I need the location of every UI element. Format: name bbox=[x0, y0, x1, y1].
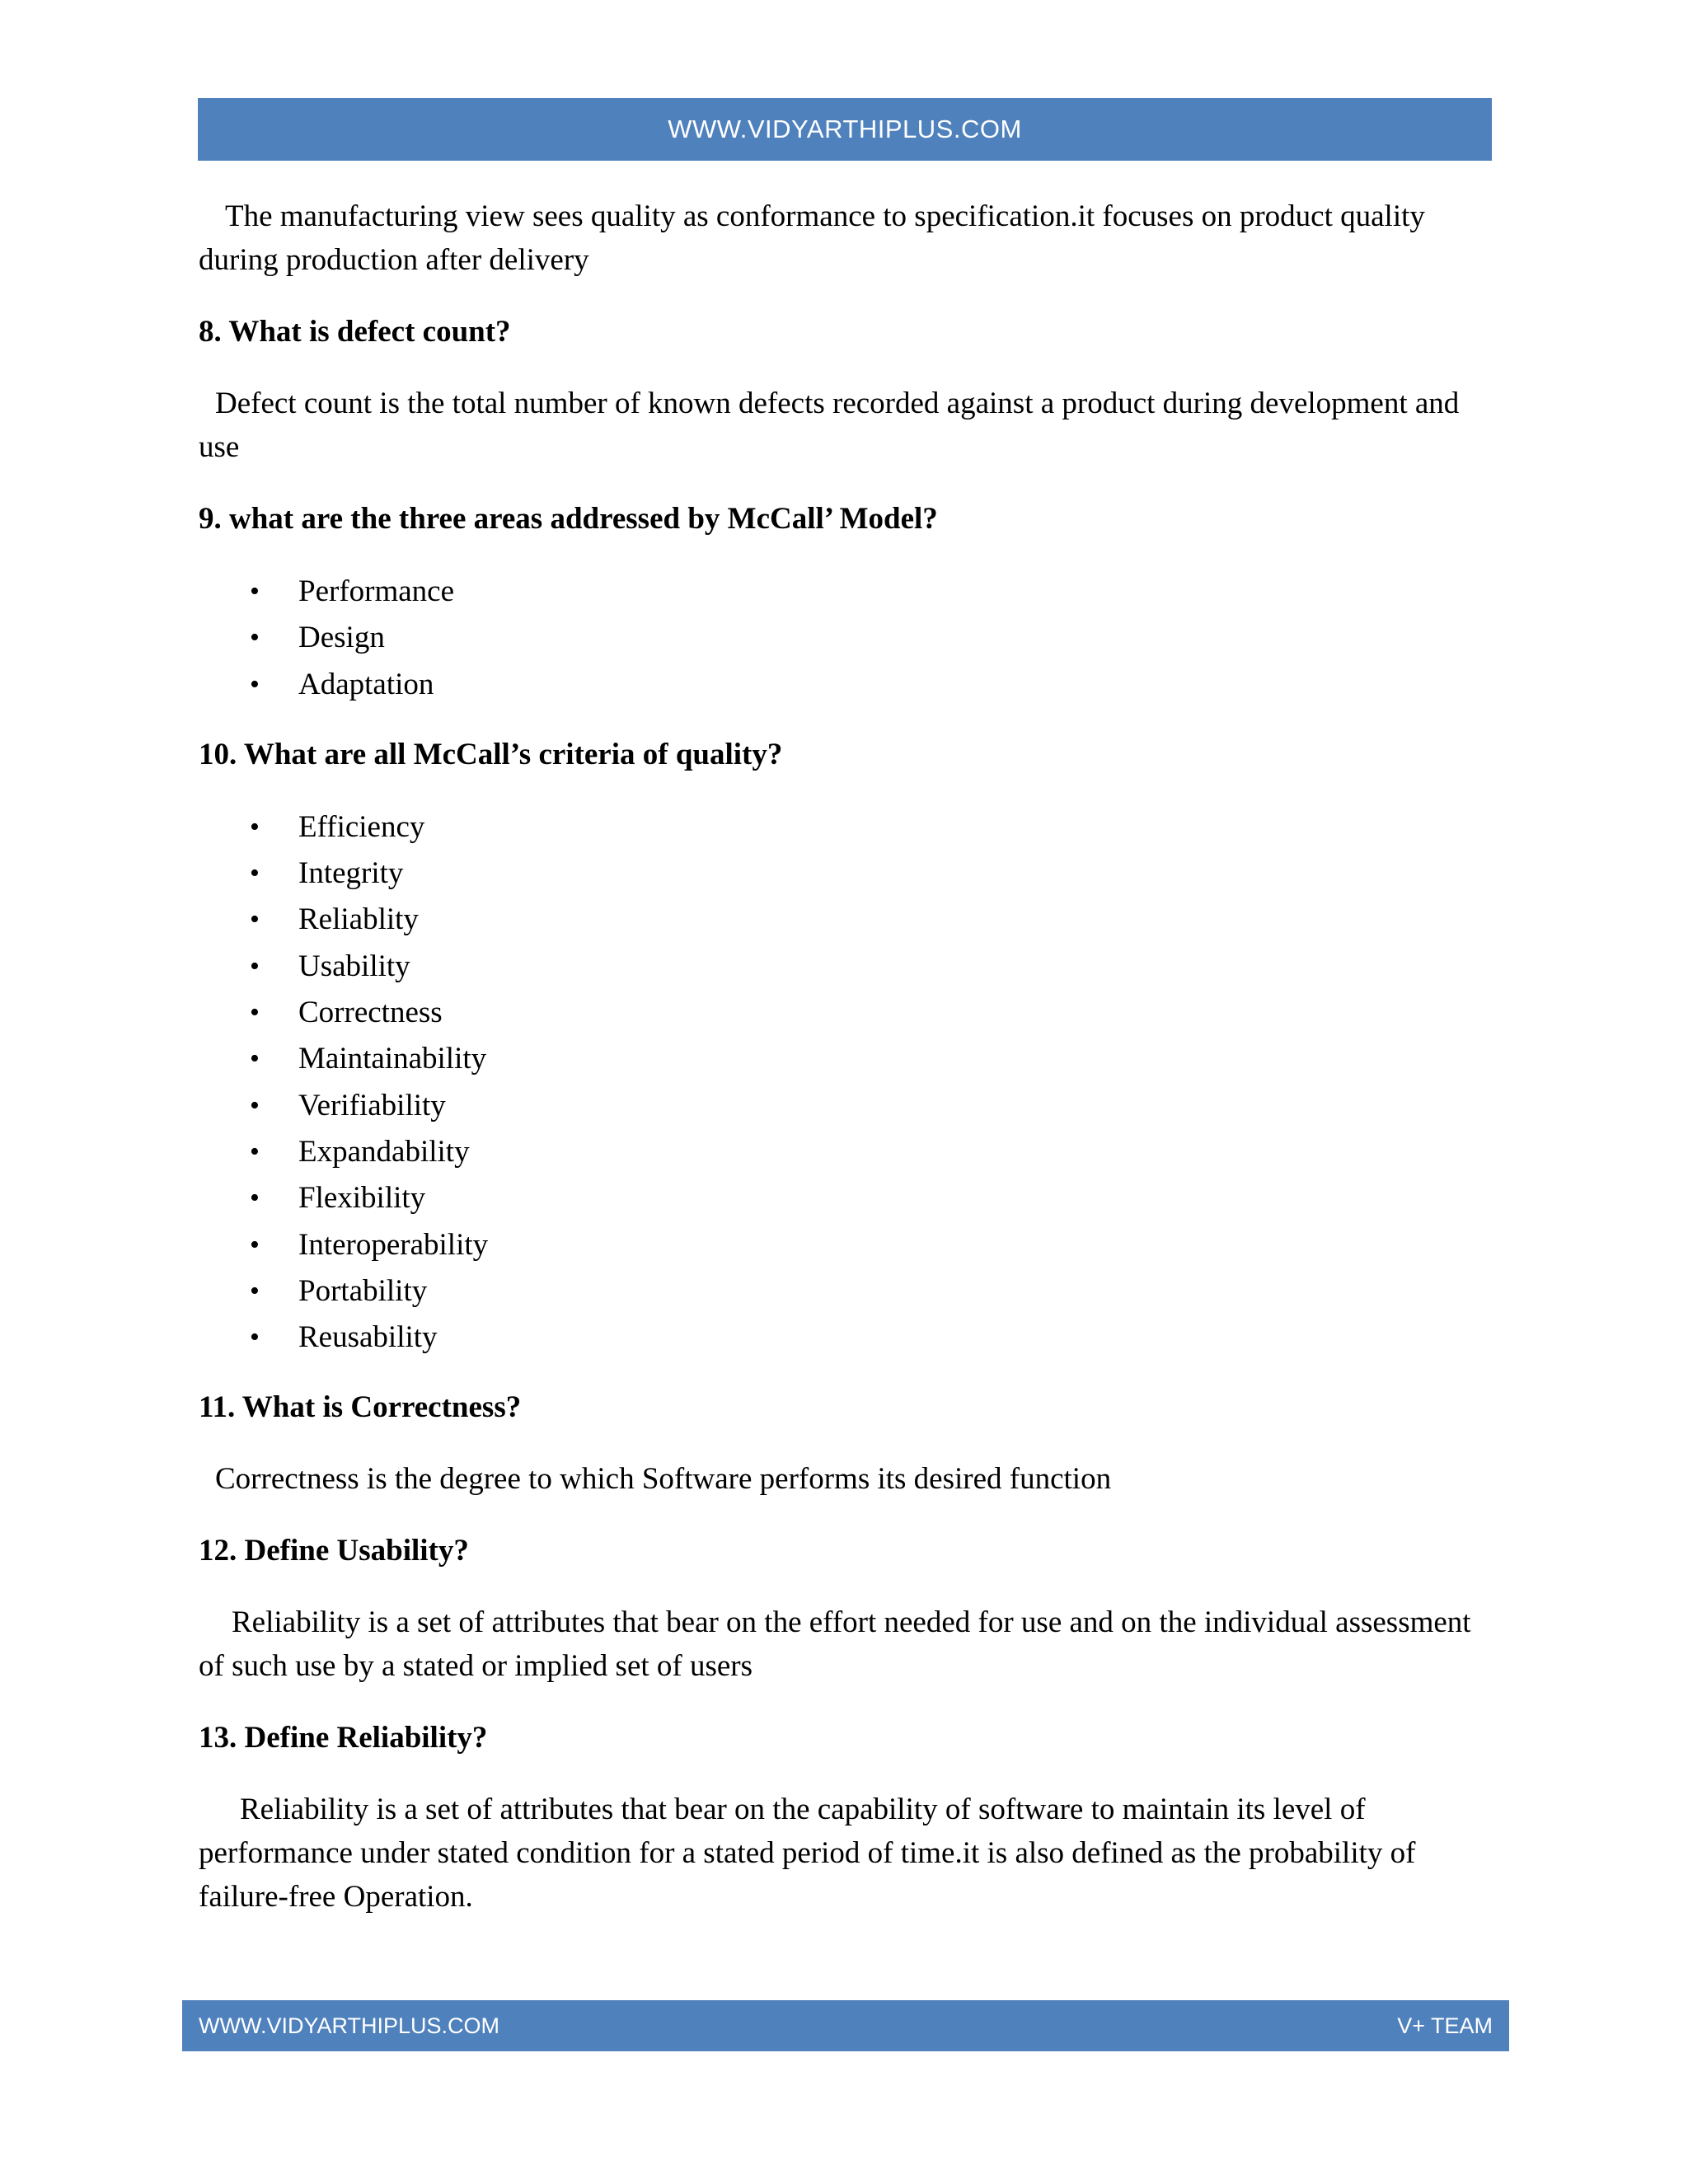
answer-12: Reliability is a set of attributes that bear on the effort needed for use and on the individual assessment of such use by a stated or implied set of users bbox=[199, 1605, 1471, 1684]
list-item: • Integrity bbox=[199, 851, 1493, 897]
list-item: • Verifiability bbox=[199, 1083, 1493, 1129]
list-item: • Adaptation bbox=[199, 662, 1493, 708]
bullet-icon: • bbox=[250, 1183, 260, 1214]
answer-11: Correctness is the degree to which Software performs its desired function bbox=[215, 1462, 1112, 1497]
list-q10 bbox=[199, 804, 1493, 1361]
bullet-icon: • bbox=[250, 1043, 260, 1075]
list-item: • Correctness bbox=[199, 990, 1493, 1036]
bullet-icon: • bbox=[250, 858, 260, 889]
list-item: • Reliablity bbox=[199, 897, 1493, 943]
bullet-icon: • bbox=[250, 904, 260, 935]
list-item: • Flexibility bbox=[199, 1175, 1493, 1221]
document-body bbox=[199, 194, 1493, 1947]
page-footer bbox=[182, 2000, 1509, 2051]
bullet-icon: • bbox=[250, 950, 260, 982]
list-item: • Interoperability bbox=[199, 1222, 1493, 1268]
question-10: 10. What are all McCall’s criteria of quality? bbox=[199, 737, 783, 771]
bullet-icon: • bbox=[250, 811, 260, 842]
intro-answer: The manufacturing view sees quality as conformance to specification.it focuses on product quality during production after delivery bbox=[199, 199, 1425, 277]
list-item: • Expandability bbox=[199, 1129, 1493, 1175]
list-item: • Usability bbox=[199, 944, 1493, 990]
bullet-icon: • bbox=[250, 576, 260, 607]
answer-13: Reliability is a set of attributes that bear on the capability of software to maintain its level of performance under stated condition for a stated period of time.it is also defined as the probability of failure-free Operation. bbox=[199, 1793, 1416, 1915]
bullet-icon: • bbox=[250, 668, 260, 700]
page-header bbox=[198, 98, 1492, 161]
bullet-icon: • bbox=[250, 1229, 260, 1260]
list-item: • Portability bbox=[199, 1268, 1493, 1315]
question-9: 9. what are the three areas addressed by McCall’ Model? bbox=[199, 502, 938, 536]
list-item: • Design bbox=[199, 615, 1493, 661]
header-url: WWW.VIDYARTHIPLUS.COM bbox=[668, 115, 1022, 143]
bullet-icon: • bbox=[250, 1090, 260, 1121]
list-item: • Maintainability bbox=[199, 1036, 1493, 1082]
bullet-icon: • bbox=[250, 622, 260, 654]
list-item: • Reusability bbox=[199, 1315, 1493, 1361]
list-item: • Performance bbox=[199, 569, 1493, 615]
footer-team: V+ TEAM bbox=[1397, 2013, 1493, 2038]
footer-url: WWW.VIDYARTHIPLUS.COM bbox=[199, 2013, 500, 2038]
question-12: 12. Define Usability? bbox=[199, 1534, 469, 1568]
question-13: 13. Define Reliability? bbox=[199, 1721, 488, 1755]
bullet-icon: • bbox=[250, 1136, 260, 1167]
list-q9 bbox=[199, 569, 1493, 708]
bullet-icon: • bbox=[250, 1322, 260, 1353]
bullet-icon: • bbox=[250, 1275, 260, 1306]
question-11: 11. What is Correctness? bbox=[199, 1390, 522, 1425]
list-item: • Efficiency bbox=[199, 804, 1493, 851]
question-8: 8. What is defect count? bbox=[199, 315, 511, 349]
bullet-icon: • bbox=[250, 997, 260, 1029]
answer-8: Defect count is the total number of known defects recorded against a product during development and use bbox=[199, 387, 1460, 464]
